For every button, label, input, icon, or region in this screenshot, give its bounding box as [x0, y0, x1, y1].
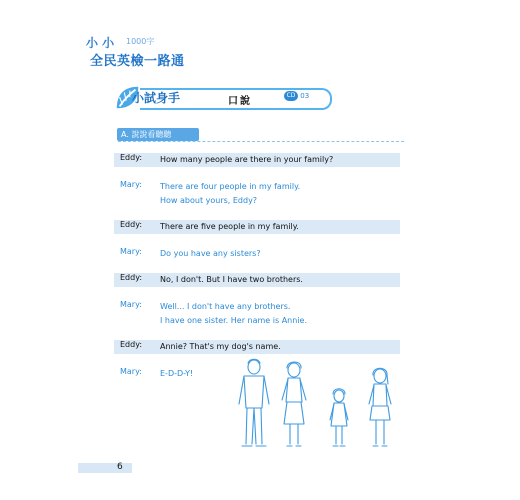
banner-subtitle: 口說 [228, 96, 252, 107]
dialogue-row [114, 220, 400, 234]
page-number: 6 [117, 462, 123, 472]
speaker-label: Mary: [120, 247, 142, 256]
logo-word-count: 1000字 [126, 37, 155, 46]
speaker-label: Eddy: [120, 340, 143, 349]
speaker-label: Mary: [120, 367, 142, 376]
dialogue-row [114, 180, 400, 208]
dialogue-line: How about yours, Eddy? [160, 196, 258, 205]
dialogue-line: There are five people in my family. [160, 222, 299, 231]
dialogue-line: How many people are there in your family? [160, 155, 334, 164]
page-number-bar [78, 463, 132, 473]
dialogue-row [114, 273, 400, 287]
dialogue-row [114, 247, 400, 261]
family-illustration [232, 358, 402, 454]
section-divider [118, 141, 404, 142]
logo-main-title: 全民英檢一路通 [90, 54, 185, 69]
speaker-label: Eddy: [120, 273, 143, 282]
dialogue-line: E-D-D-Y! [160, 369, 194, 378]
child-figure [330, 389, 348, 446]
dialogue-row [114, 153, 400, 167]
track-number: 03 [300, 92, 310, 100]
dialogue-line: Well... I don't have any brothers. [160, 302, 291, 311]
teen-figure [369, 368, 391, 446]
series-logo [86, 34, 206, 72]
speaker-label: Mary: [120, 180, 142, 189]
banner-title: 小試身手 [132, 91, 181, 105]
mother-figure [282, 362, 306, 446]
dialogue-row [114, 340, 400, 354]
speaker-label: Eddy: [120, 153, 143, 162]
dialogue-line: Do you have any sisters? [160, 249, 261, 258]
dialogue-line: I have one sister. Her name is Annie. [160, 316, 307, 325]
dialogue-row [114, 300, 400, 328]
logo-small-label: 小 小 [86, 36, 115, 50]
dialogue-line: There are four people in my family. [160, 182, 301, 191]
section-a-tag: A. 說說看聽聽 [117, 128, 199, 141]
cd-icon: CD [284, 91, 298, 101]
audio-track[interactable] [284, 91, 309, 101]
speaker-label: Eddy: [120, 220, 143, 229]
dialogue-line: No, I don't. But I have two brothers. [160, 275, 303, 284]
dialogue-line: Annie? That's my dog's name. [160, 342, 281, 351]
speaker-label: Mary: [120, 300, 142, 309]
father-figure [239, 359, 269, 446]
